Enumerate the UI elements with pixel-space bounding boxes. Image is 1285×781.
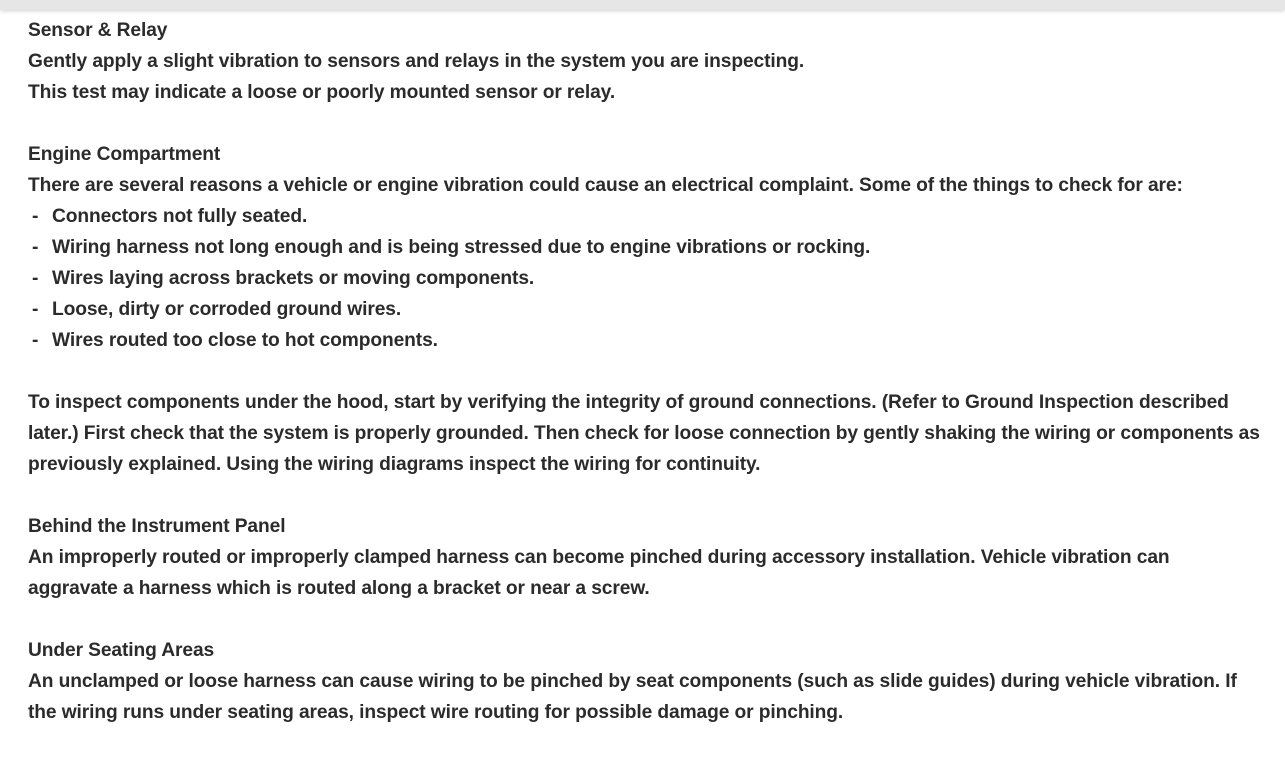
bullet-dash: - xyxy=(32,330,39,351)
list-item-text: Wires laying across brackets or moving components. xyxy=(52,268,535,289)
section-heading: Behind the Instrument Panel xyxy=(28,516,286,537)
list-item xyxy=(28,294,1263,325)
paragraph: An improperly routed or improperly clamped harness can become pinched during accessory installation. Vehicle vibration can aggravate a harness which is routed along a bracket or near a screw. xyxy=(28,547,1170,599)
list-item xyxy=(28,201,1263,232)
list-item-text: Connectors not fully seated. xyxy=(52,206,308,227)
list-item-text: Wires routed too close to hot components. xyxy=(52,330,438,351)
section-heading: Under Seating Areas xyxy=(28,640,215,661)
paragraph: Gently apply a slight vibration to sensors and relays in the system you are inspecting. xyxy=(28,51,805,72)
list-item xyxy=(28,263,1263,294)
paragraph: To inspect components under the hood, start by verifying the integrity of ground connections. (Refer to Ground Inspection described later.) First check that the system is properly grounded. Then check for loose connection by gently shaking the wiring or components as previously explained. Using the wiring diagrams inspect the wiring for continuity. xyxy=(28,392,1260,475)
list-item-text: Loose, dirty or corroded ground wires. xyxy=(52,299,402,320)
paragraph: There are several reasons a vehicle or engine vibration could cause an electrical complaint. Some of the things to check for are: xyxy=(28,175,1183,196)
paragraph: This test may indicate a loose or poorly mounted sensor or relay. xyxy=(28,82,616,103)
list-item xyxy=(28,232,1263,263)
bullet-dash: - xyxy=(32,206,39,227)
document-content xyxy=(28,15,1263,759)
section-heading: Sensor & Relay xyxy=(28,20,168,41)
section-sensor-relay xyxy=(28,15,1263,108)
bullet-dash: - xyxy=(32,268,39,289)
section-engine-compartment xyxy=(28,139,1263,356)
bullet-list xyxy=(28,201,1263,356)
bullet-dash: - xyxy=(32,299,39,320)
list-item xyxy=(28,325,1263,356)
section-heading: Engine Compartment xyxy=(28,144,221,165)
section-under-seating-areas xyxy=(28,635,1263,728)
list-item-text: Wiring harness not long enough and is being stressed due to engine vibrations or rocking. xyxy=(52,237,871,258)
bullet-dash: - xyxy=(32,237,39,258)
top-bar xyxy=(0,0,1285,10)
section-behind-instrument-panel xyxy=(28,511,1263,604)
paragraph: An unclamped or loose harness can cause wiring to be pinched by seat components (such as slide guides) during vehicle vibration. If the wiring runs under seating areas, inspect wire routing for possible damage or pinching. xyxy=(28,671,1237,723)
section-under-hood-inspection xyxy=(28,387,1263,480)
